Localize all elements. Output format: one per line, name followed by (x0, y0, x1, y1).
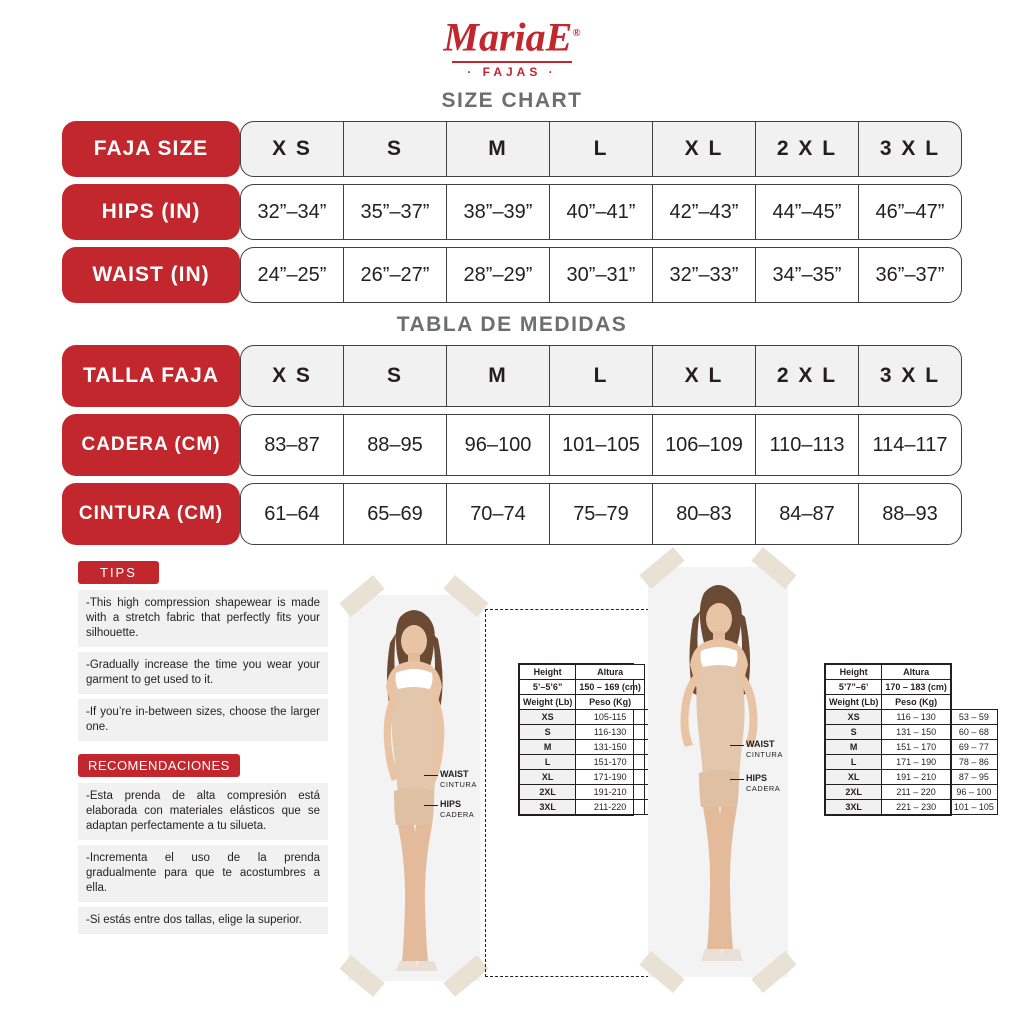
cadera-cm-m: 96–100 (447, 415, 550, 475)
table-row (826, 785, 998, 800)
hips-in-xs: 32”–34” (241, 185, 344, 239)
cintura-cm-cells (240, 483, 962, 545)
height-label-1: Height (520, 665, 576, 680)
tip-item: -If you’re in-between sizes, choose the larger one. (78, 699, 328, 741)
ht2-kg-l: 78 – 86 (950, 755, 997, 770)
brand-name-text: MariaE (443, 14, 573, 60)
waist-in-s: 26”–27” (344, 248, 447, 302)
tip-item: -This high compression shapewear is made with a stretch fabric that perfectly fits your silhouette. (78, 590, 328, 647)
tips-column (78, 561, 328, 939)
altura-range-2: 170 – 183 (cm) (882, 680, 951, 695)
ht2-lb-3xl: 221 – 230 (882, 800, 951, 815)
cadera-cm-xs: 83–87 (241, 415, 344, 475)
ht1-lb-s: 116-130 (576, 725, 645, 740)
table-header-row-en (62, 121, 962, 177)
ht2-size-l: L (826, 755, 882, 770)
cintura-cm-s: 65–69 (344, 484, 447, 544)
size-header-es-xs: X S (241, 346, 344, 406)
brand-name (443, 12, 580, 58)
bottom-section (0, 553, 1024, 993)
cintura-cm-3xl: 88–93 (882, 502, 938, 525)
weight-label-1: Weight (Lb) (520, 695, 576, 710)
ht2-size-2xl: 2XL (826, 785, 882, 800)
table-row (826, 755, 998, 770)
size-header-3xl: 3 X L (879, 137, 941, 161)
talla-faja-label: TALLA FAJA (62, 345, 240, 407)
waist-in-3xl: 36”–37” (875, 263, 945, 286)
ht1-lb-xs: 105-115 (576, 710, 645, 725)
table-row (62, 483, 962, 545)
size-header-es-3xl: 3 X L (879, 364, 941, 388)
table-row (62, 414, 962, 476)
ht1-size-l: L (520, 755, 576, 770)
table-row (62, 184, 962, 240)
ht1-size-3xl: 3XL (520, 800, 576, 815)
size-header-es-2xl: 2 X L (756, 346, 859, 406)
altura-range-1: 150 – 169 (cm) (576, 680, 645, 695)
ht2-lb-xl: 191 – 210 (882, 770, 951, 785)
ht1-lb-l: 151-170 (576, 755, 645, 770)
cadera-cm-2xl: 110–113 (756, 415, 859, 475)
ht2-size-m: M (826, 740, 882, 755)
ht2-lb-2xl: 211 – 220 (882, 785, 951, 800)
size-header-l: L (550, 122, 653, 176)
hips-in-xl: 42”–43” (653, 185, 756, 239)
table-row (826, 725, 998, 740)
table-row (826, 770, 998, 785)
ht2-kg-3xl: 101 – 105 (950, 800, 997, 815)
size-header-es-m: M (447, 346, 550, 406)
ht2-lb-xs: 116 – 130 (882, 710, 951, 725)
ht1-lb-2xl: 191-210 (576, 785, 645, 800)
ht2-lb-l: 171 – 190 (882, 755, 951, 770)
weight-label-2: Weight (Lb) (826, 695, 882, 710)
ht2-size-xl: XL (826, 770, 882, 785)
ht2-kg-s: 60 – 68 (950, 725, 997, 740)
table-row (826, 740, 998, 755)
logo-divider (452, 61, 572, 63)
table-header-row-es (62, 345, 962, 407)
hips-in-cells (240, 184, 962, 240)
model-photo-left (348, 595, 480, 981)
model-photo-right (648, 567, 788, 977)
table-row (826, 800, 998, 815)
callout-hips-right: HIPS CADERA (746, 773, 781, 794)
waist-in-xl: 32”–33” (653, 248, 756, 302)
size-chart-title-en: SIZE CHART (441, 89, 583, 113)
hips-in-3xl: 46”–47” (875, 200, 945, 223)
waist-in-2xl: 34”–35” (756, 248, 859, 302)
size-header-xl: X L (653, 122, 756, 176)
size-header-es-s: S (344, 346, 447, 406)
height-range-1: 5’–5’6” (520, 680, 576, 695)
peso-label-2: Peso (Kg) (882, 695, 951, 710)
ht2-size-3xl: 3XL (826, 800, 882, 815)
waist-in-cells (240, 247, 962, 303)
registered-mark: ® (572, 27, 581, 39)
ht1-size-xl: XL (520, 770, 576, 785)
tip-item: -Gradually increase the time you wear your garment to get used to it. (78, 652, 328, 694)
cintura-cm-l: 75–79 (550, 484, 653, 544)
faja-size-label: FAJA SIZE (62, 121, 240, 177)
tip-item-es: -Incrementa el uso de la prenda gradualmente para que te acostumbres a ella. (78, 845, 328, 902)
callout-hips-left: HIPS CADERA (440, 799, 475, 820)
waist-in-m: 28”–29” (447, 248, 550, 302)
ht2-size-xs: XS (826, 710, 882, 725)
size-header-m: M (447, 122, 550, 176)
table-row (826, 710, 998, 725)
cadera-cm-cells (240, 414, 962, 476)
model-silhouette-2 (648, 567, 788, 977)
size-table-en (62, 121, 962, 303)
size-header-cells-es (240, 345, 962, 407)
height-weight-table-2 (824, 663, 994, 816)
size-header-s: S (344, 122, 447, 176)
waist-in-xs: 24”–25” (241, 248, 344, 302)
ht1-lb-m: 131-150 (576, 740, 645, 755)
size-header-cells-en (240, 121, 962, 177)
height-weight-table-1 (518, 663, 641, 816)
cadera-cm-l: 101–105 (550, 415, 653, 475)
waist-in-label: WAIST (IN) (62, 247, 240, 303)
size-header-es-l: L (550, 346, 653, 406)
tips-badge-es: RECOMENDACIONES (78, 754, 240, 777)
cadera-cm-xl: 106–109 (653, 415, 756, 475)
cintura-cm-xs: 61–64 (241, 484, 344, 544)
ht2-lb-s: 131 – 150 (882, 725, 951, 740)
tips-badge-en: TIPS (78, 561, 159, 584)
hips-in-label: HIPS (IN) (62, 184, 240, 240)
ht1-size-s: S (520, 725, 576, 740)
cintura-cm-xl: 80–83 (653, 484, 756, 544)
size-header-xs: X S (241, 122, 344, 176)
ht2-kg-xl: 87 – 95 (950, 770, 997, 785)
cadera-cm-s: 88–95 (344, 415, 447, 475)
cadera-cm-label: CADERA (CM) (62, 414, 240, 476)
ht1-size-xs: XS (520, 710, 576, 725)
height-label-2: Height (826, 665, 882, 680)
hips-in-m: 38”–39” (447, 185, 550, 239)
size-header-2xl: 2 X L (756, 122, 859, 176)
ht1-lb-3xl: 211-220 (576, 800, 645, 815)
peso-label-1: Peso (Kg) (576, 695, 645, 710)
ht2-kg-2xl: 96 – 100 (950, 785, 997, 800)
ht2-kg-m: 69 – 77 (950, 740, 997, 755)
hips-in-l: 40”–41” (550, 185, 653, 239)
ht2-size-s: S (826, 725, 882, 740)
hips-in-s: 35”–37” (344, 185, 447, 239)
size-header-es-xl: X L (653, 346, 756, 406)
tip-item-es: -Si estás entre dos tallas, elige la superior. (78, 907, 328, 934)
altura-label-1: Altura (576, 665, 645, 680)
cadera-cm-3xl: 114–117 (872, 433, 948, 456)
cintura-cm-2xl: 84–87 (756, 484, 859, 544)
brand-subtitle: · FAJAS · (467, 65, 557, 80)
ht1-size-2xl: 2XL (520, 785, 576, 800)
hips-in-2xl: 44”–45” (756, 185, 859, 239)
cintura-cm-label: CINTURA (CM) (62, 483, 240, 545)
table-row (62, 247, 962, 303)
ht2-lb-m: 151 – 170 (882, 740, 951, 755)
cintura-cm-m: 70–74 (447, 484, 550, 544)
callout-waist-left: WAIST CINTURA (440, 769, 477, 790)
ht1-lb-xl: 171-190 (576, 770, 645, 785)
waist-in-l: 30”–31” (550, 248, 653, 302)
tip-item-es: -Esta prenda de alta compresión está elaborada con materiales elásticos que se adaptan perfectamente a tu silueta. (78, 783, 328, 840)
altura-label-2: Altura (882, 665, 951, 680)
brand-logo (0, 0, 1024, 79)
callout-waist-right: WAIST CINTURA (746, 739, 783, 760)
size-table-es (62, 345, 962, 545)
ht1-size-m: M (520, 740, 576, 755)
height-range-2: 5’7”–6’ (826, 680, 882, 695)
ht2-kg-xs: 53 – 59 (950, 710, 997, 725)
size-chart-title-es: TABLA DE MEDIDAS (396, 313, 628, 337)
